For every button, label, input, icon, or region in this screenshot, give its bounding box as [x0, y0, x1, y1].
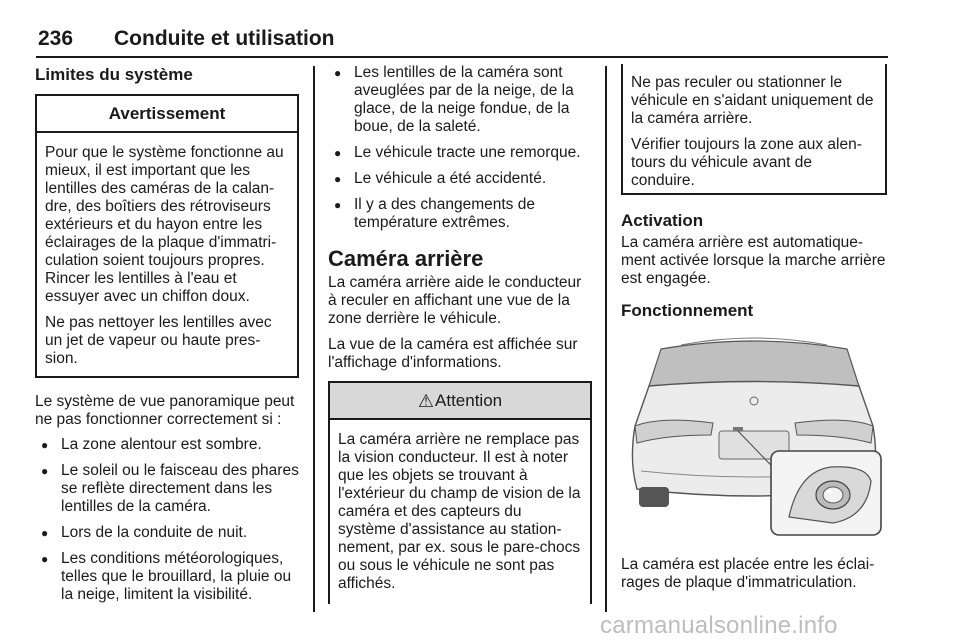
limits-list — [35, 436, 299, 604]
list-item: ● Il y a des changements de température extrêmes. — [328, 196, 592, 232]
watermark: carmanualsonline.info — [600, 612, 838, 639]
attention-paragraph: La caméra arrière ne remplace pas la vision conducteur. Il est à noter que les objets se trouvant à l'extérieur du champ de vision de la caméra et des capteurs du système d'assistance au station-nement, par ex. sous le pare-chocs ou sous le véhicule ne sont pas affichés. — [338, 431, 581, 592]
attention-box — [328, 381, 592, 604]
attention-title: Attention — [435, 391, 503, 410]
rear-camera-paragraph-1: La caméra arrière aide le conducteur à reculer en affichant une vue de la zone derrière le véhicule. — [328, 274, 582, 327]
list-item: ● Le véhicule a été accidenté. — [328, 170, 592, 188]
list-item: ● La zone alentour est sombre. — [35, 436, 299, 454]
warning-paragraph-1: Pour que le système fonctionne au mieux, il est important que les lentilles des caméras de la calan-dre, des boîtiers des rétroviseurs extérieurs et du hayon entre les éclairages de la plaque d'immatri-culation soient toujours propres. Rincer les lentilles à l'eau et essuyer avec un chiffon doux. — [45, 144, 284, 305]
warning-paragraph-2: Ne pas nettoyer les lentilles avec un jet de vapeur ou haute pres-sion. — [45, 314, 272, 367]
rear-camera-paragraph-2: La vue de la caméra est affichée sur l'affichage d'informations. — [328, 336, 578, 371]
attention-continued-body — [623, 64, 885, 198]
limits-heading: Limites du système — [35, 65, 193, 84]
attention-box-title-bar — [330, 383, 590, 420]
column-2 — [328, 64, 592, 604]
running-title: Conduite et utilisation — [114, 27, 335, 50]
warning-box-title: Avertissement — [37, 96, 297, 133]
attention-box-body — [330, 420, 590, 601]
column-1 — [35, 64, 299, 612]
attention-continued-paragraph-2: Vérifier toujours la zone aux alen-tours du véhicule avant de conduire. — [631, 136, 862, 189]
rear-camera-illustration — [621, 331, 887, 541]
warning-box — [35, 94, 299, 378]
page-number: 236 — [38, 27, 74, 50]
rear-camera-heading: Caméra arrière — [328, 246, 484, 271]
column-divider-1 — [313, 66, 315, 612]
limits-list-continued — [328, 64, 592, 232]
list-item: ● Le soleil ou le faisceau des phares se reflète directement dans les lentilles de la caméra. — [35, 462, 299, 516]
warning-triangle-icon: ⚠ — [417, 391, 435, 411]
activation-heading: Activation — [621, 211, 704, 230]
header-rule — [36, 56, 888, 58]
attention-continued-paragraph-1: Ne pas reculer ou stationner le véhicule en s'aidant uniquement de la caméra arrière. — [631, 74, 874, 127]
list-item: ● Le véhicule tracte une remorque. — [328, 144, 592, 162]
list-item: ● Les lentilles de la caméra sont aveuglées par de la neige, de la glace, de la neige fondue, de la boue, de la saleté. — [328, 64, 592, 136]
activation-text: La caméra arrière est automatique-ment activée lorsque la marche arrière est engagée. — [621, 234, 886, 287]
list-item: ● Les conditions météorologiques, telles que le brouillard, la pluie ou la neige, limitent la visibilité. — [35, 550, 299, 604]
warning-box-body — [37, 133, 297, 376]
column-divider-2 — [605, 66, 607, 612]
attention-box-continued — [621, 64, 887, 195]
figure-caption: La caméra est placée entre les éclai-rages de plaque d'immatriculation. — [621, 556, 875, 591]
function-heading: Fonctionnement — [621, 301, 754, 320]
limits-intro: Le système de vue panoramique peut ne pas fonctionner correctement si : — [35, 393, 295, 428]
column-3 — [621, 64, 887, 592]
list-item: ● Lors de la conduite de nuit. — [35, 524, 299, 542]
